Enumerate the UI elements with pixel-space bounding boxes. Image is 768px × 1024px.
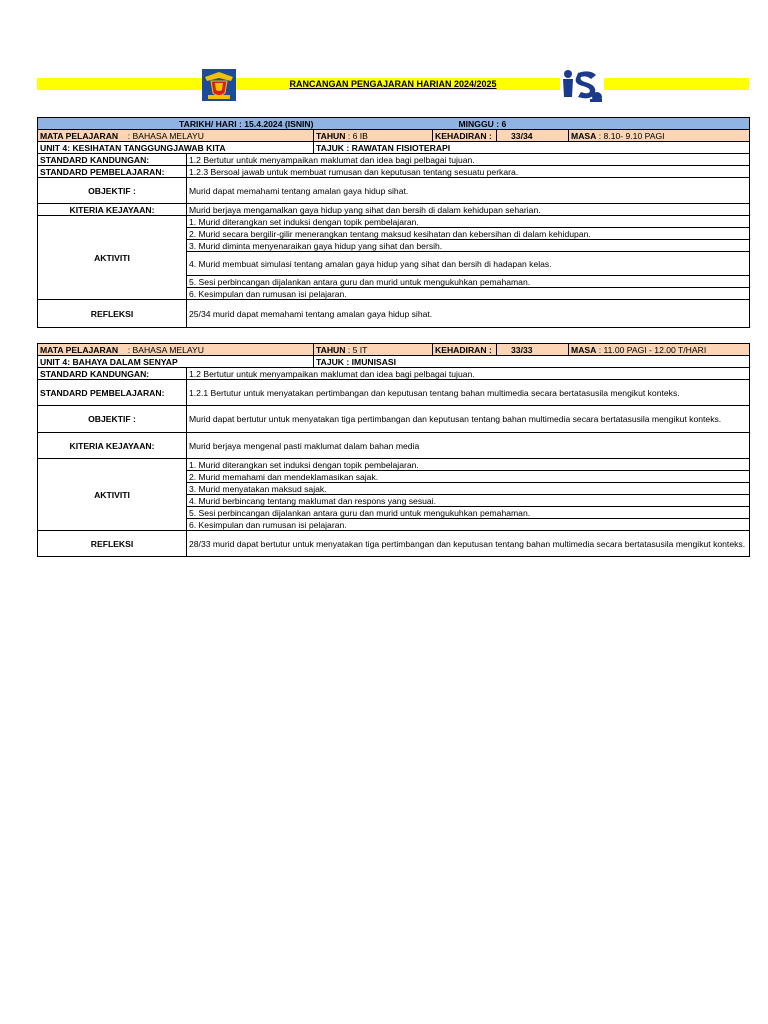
criteria-value: Murid berjaya mengamalkan gaya hidup yang sihat dan bersih di dalam kehidupan seharian.	[187, 204, 750, 216]
time-value: : 11.00 PAGI - 12.00 T/HARI	[598, 344, 707, 355]
activity-row	[38, 216, 750, 228]
attendance-value: 33/34	[497, 130, 569, 142]
objective-row	[38, 406, 750, 433]
subject-value: : BAHASA MELAYU	[127, 344, 204, 355]
sp-value: 1.2.1 Bertutur untuk menyatakan pertimbangan dan keputusan tentang bahan multimedia secara bertatasusila mengikut konteks.	[187, 380, 750, 406]
time-value: : 8.10- 9.10 PAGI	[598, 130, 665, 141]
time-key: MASA	[571, 344, 597, 355]
activity-item: 6. Kesimpulan dan rumusan isi pelajaran.	[187, 288, 750, 300]
topic-label: TAJUK : RAWATAN FISIOTERAPI	[314, 142, 750, 154]
sp-row	[38, 166, 750, 178]
criteria-row	[38, 433, 750, 459]
activity-item: 4. Murid berbincang tentang maklumat dan respons yang sesuai.	[187, 495, 750, 507]
year-cell	[314, 344, 433, 356]
year-value: : 6 IB	[347, 130, 368, 141]
objective-label: OBJEKTIF :	[38, 178, 187, 204]
activity-item: 2. Murid secara bergilir-gilir menerangkan tentang maksud kesihatan dan kebersihan di dalam kehidupan.	[187, 228, 750, 240]
activity-item: 3. Murid diminta menyenaraikan gaya hidup yang sihat dan bersih.	[187, 240, 750, 252]
activity-item: 1. Murid diterangkan set induksi dengan topik pembelajaran.	[187, 459, 750, 471]
attendance-key: KEHADIRAN :	[433, 130, 497, 142]
activity-label: AKTIVITI	[38, 459, 187, 531]
criteria-row	[38, 204, 750, 216]
year-cell	[314, 130, 433, 142]
date-row-spacer	[569, 118, 750, 130]
criteria-label: KITERIA KEJAYAAN:	[38, 433, 187, 459]
subject-key: MATA PELAJARAN	[40, 344, 119, 355]
sk-label: STANDARD KANDUNGAN:	[38, 154, 187, 166]
activity-item: 4. Murid membuat simulasi tentang amalan gaya hidup yang sihat dan bersih di hadapan kelas.	[187, 252, 750, 276]
subject-row	[38, 344, 750, 356]
objective-value: Murid dapat bertutur untuk menyatakan tiga pertimbangan dan keputusan tentang bahan multimedia secara bertatasusila mengikut konteks.	[187, 406, 750, 433]
reflection-label: REFLEKSI	[38, 531, 187, 557]
reflection-row	[38, 300, 750, 328]
reflection-value: 25/34 murid dapat memahami tentang amalan gaya hidup sihat.	[187, 300, 750, 328]
activity-label: AKTIVITI	[38, 216, 187, 300]
attendance-key: KEHADIRAN :	[433, 344, 497, 356]
sk-value: 1.2 Bertutur untuk menyampaikan maklumat dan idea bagi pelbagai tujuan.	[187, 154, 750, 166]
school-crest-logo	[202, 69, 236, 101]
subject-key: MATA PELAJARAN	[40, 130, 119, 141]
objective-label: OBJEKTIF :	[38, 406, 187, 433]
header-banner	[37, 78, 749, 90]
sk-label: STANDARD KANDUNGAN:	[38, 368, 187, 380]
sp-value: 1.2.3 Bersoal jawab untuk membuat rumusan dan keputusan tentang sesuatu perkara.	[187, 166, 750, 178]
reflection-row	[38, 531, 750, 557]
objective-value: Murid dapat memahami tentang amalan gaya hidup sihat.	[187, 178, 750, 204]
activity-item: 3. Murid menyatakan maksud sajak.	[187, 483, 750, 495]
unit-label: UNIT 4: BAHAYA DALAM SENYAP	[38, 356, 314, 368]
attendance-value: 33/33	[497, 344, 569, 356]
activity-row	[38, 459, 750, 471]
activity-item: 5. Sesi perbincangan dijalankan antara guru dan murid untuk mengukuhkan pemahaman.	[187, 507, 750, 519]
activity-item: 6. Kesimpulan dan rumusan isi pelajaran.	[187, 519, 750, 531]
activity-item: 5. Sesi perbincangan dijalankan antara guru dan murid untuk mengukuhkan pemahaman.	[187, 276, 750, 288]
unit-row	[38, 142, 750, 154]
sp-label: STANDARD PEMBELAJARAN:	[38, 166, 187, 178]
date-row	[38, 118, 750, 130]
sk-row	[38, 368, 750, 380]
activity-item: 1. Murid diterangkan set induksi dengan topik pembelajaran.	[187, 216, 750, 228]
sp-row	[38, 380, 750, 406]
year-value: : 5 IT	[347, 344, 368, 355]
criteria-label: KITERIA KEJAYAAN:	[38, 204, 187, 216]
topic-label: TAJUK : IMUNISASI	[314, 356, 750, 368]
objective-row	[38, 178, 750, 204]
time-cell	[569, 344, 750, 356]
activity-item: 2. Murid memahami dan mendeklamasikan sajak.	[187, 471, 750, 483]
date-label: TARIKH/ HARI : 15.4.2024 (ISNIN)	[38, 118, 455, 130]
subject-cell	[38, 130, 314, 142]
sk-row	[38, 154, 750, 166]
subject-value: : BAHASA MELAYU	[127, 130, 204, 141]
year-key: TAHUN	[316, 344, 346, 355]
unit-row	[38, 356, 750, 368]
lesson-plan-table-1	[37, 117, 750, 328]
reflection-value: 28/33 murid dapat bertutur untuk menyatakan tiga pertimbangan dan keputusan tentang bahan multimedia secara bertatasusila mengikut konteks.	[187, 531, 750, 557]
unit-label: UNIT 4: KESIHATAN TANGGUNGJAWAB KITA	[38, 142, 314, 154]
week-label: MINGGU : 6	[455, 118, 569, 130]
lesson-plan-table-2	[37, 343, 750, 557]
subject-row	[38, 130, 750, 142]
sk-25-logo	[560, 67, 604, 103]
subject-cell	[38, 344, 314, 356]
time-cell	[569, 130, 750, 142]
year-key: TAHUN	[316, 130, 346, 141]
reflection-label: REFLEKSI	[38, 300, 187, 328]
criteria-value: Murid berjaya mengenal pasti maklumat dalam bahan media	[187, 433, 750, 459]
page-title: RANCANGAN PENGAJARAN HARIAN 2024/2025	[289, 79, 497, 89]
sp-label: STANDARD PEMBELAJARAN:	[38, 380, 187, 406]
time-key: MASA	[571, 130, 597, 141]
sk-value: 1.2 Bertutur untuk menyampaikan maklumat dan idea bagi pelbagai tujuan.	[187, 368, 750, 380]
